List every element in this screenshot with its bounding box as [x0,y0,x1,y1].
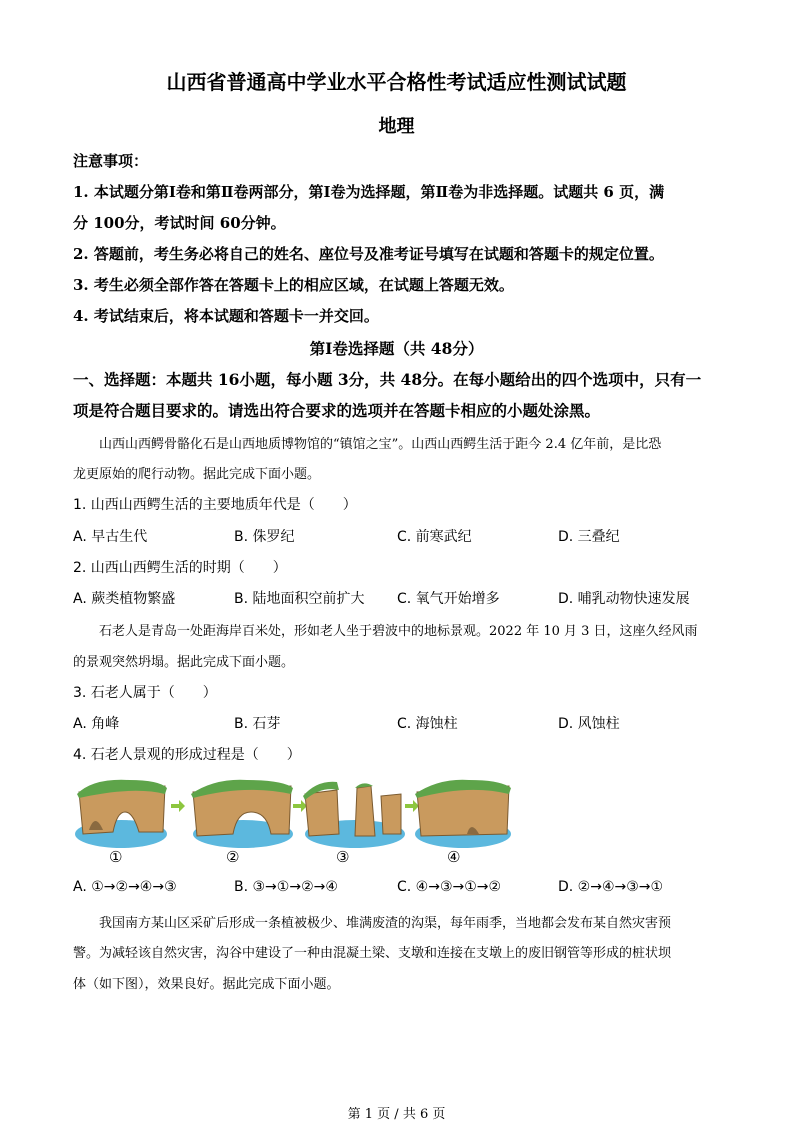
notes-heading: 注意事项： [73,152,149,170]
figure-arrow-1 [171,800,185,812]
q3-option-a: A. 角峰 [73,716,120,732]
passage-3-cont-2: 体（如下图），效果良好。据此完成下面小题。 [73,977,340,992]
question-2-stem: 2. 山西山西鳄生活的时期（ ） [73,560,287,576]
q2-option-c: C. 氧气开始增多 [397,591,500,607]
figure-panel-3 [303,782,405,848]
q2-option-d: D. 哺乳动物快速发展 [558,591,690,607]
q4-option-d: D. ②→④→③→① [558,879,664,895]
q3-option-c: C. 海蚀柱 [397,716,458,732]
passage-3: 我国南方某山区采矿后形成一条植被极少、堆满废渣的沟渠，每年雨季，当地都会发布某自然灾害预 [99,916,672,931]
note-item-1: 1. 本试题分第Ⅰ卷和第Ⅱ卷两部分，第Ⅰ卷为选择题，第Ⅱ卷为非选择题。试题共 6 页，满 [73,183,665,201]
q1-option-d: D. 三叠纪 [558,529,620,545]
q2-option-a: A. 蕨类植物繁盛 [73,591,176,607]
figure-panel-1 [75,780,167,848]
section-heading: 第Ⅰ卷选择题（共 48分） [309,339,484,358]
passage-1-cont: 龙更原始的爬行动物。据此完成下面小题。 [73,467,321,482]
question-3-stem: 3. 石老人属于（ ） [73,685,217,701]
figure-label-2: ② [226,848,240,866]
passage-2-cont: 的景观突然坍塌。据此完成下面小题。 [73,655,295,670]
passage-3-cont-1: 警。为减轻该自然灾害，沟谷中建设了一种由混凝土梁、支墩和连接在支墩上的废旧钢管等形成的桩状坝 [73,946,672,961]
page-footer: 第 1 页 / 共 6 页 [347,1107,446,1122]
figure-panel-4 [415,780,511,848]
q3-option-d: D. 风蚀柱 [558,716,620,732]
figure-label-4: ④ [447,848,461,866]
figure-arrow-3 [405,800,419,812]
question-1-stem: 1. 山西山西鳄生活的主要地质年代是（ ） [73,497,357,513]
q1-option-a: A. 早古生代 [73,529,148,545]
q1-option-b: B. 侏罗纪 [234,529,295,545]
exam-title: 山西省普通高中学业水平合格性考试适应性测试试题 [166,70,627,94]
section-instruction-cont: 项是符合题目要求的。请选出符合要求的选项并在答题卡相应的小题处涂黑。 [73,401,601,420]
q4-option-c: C. ④→③→①→② [397,879,502,895]
note-item-1-cont: 分 100分，考试时间 60分钟。 [73,214,286,232]
subject-title: 地理 [378,116,415,137]
figure-label-3: ③ [336,848,350,866]
figure-panel-2 [191,780,293,848]
passage-1: 山西山西鳄骨骼化石是山西地质博物馆的“镇馆之宝”。山西山西鳄生活于距今 2.4 亿年前，是比恐 [99,437,662,452]
question-4-stem: 4. 石老人景观的形成过程是（ ） [73,747,301,763]
q4-option-a: A. ①→②→④→③ [73,879,177,895]
note-item-2: 2. 答题前，考生务必将自己的姓名、座位号及准考证号填写在试题和答题卡的规定位置。 [73,245,664,263]
q2-option-b: B. 陆地面积空前扩大 [234,591,365,607]
note-item-3: 3. 考生必须全部作答在答题卡上的相应区域，在试题上答题无效。 [73,276,514,294]
passage-2: 石老人是青岛一处距海岸百米处，形如老人坐于碧波中的地标景观。2022 年 10 月 3 日，这座久经风雨 [99,624,698,639]
q1-option-c: C. 前寒武纪 [397,529,472,545]
q4-option-b: B. ③→①→②→④ [234,879,338,895]
figure-label-1: ① [109,848,123,866]
section-instruction: 一、选择题：本题共 16小题，每小题 3分，共 48分。在每小题给出的四个选项中，只有一 [73,370,702,389]
q3-option-b: B. 石芽 [234,716,281,732]
note-item-4: 4. 考试结束后，将本试题和答题卡一并交回。 [73,307,379,325]
figure-arrow-2 [293,800,307,812]
